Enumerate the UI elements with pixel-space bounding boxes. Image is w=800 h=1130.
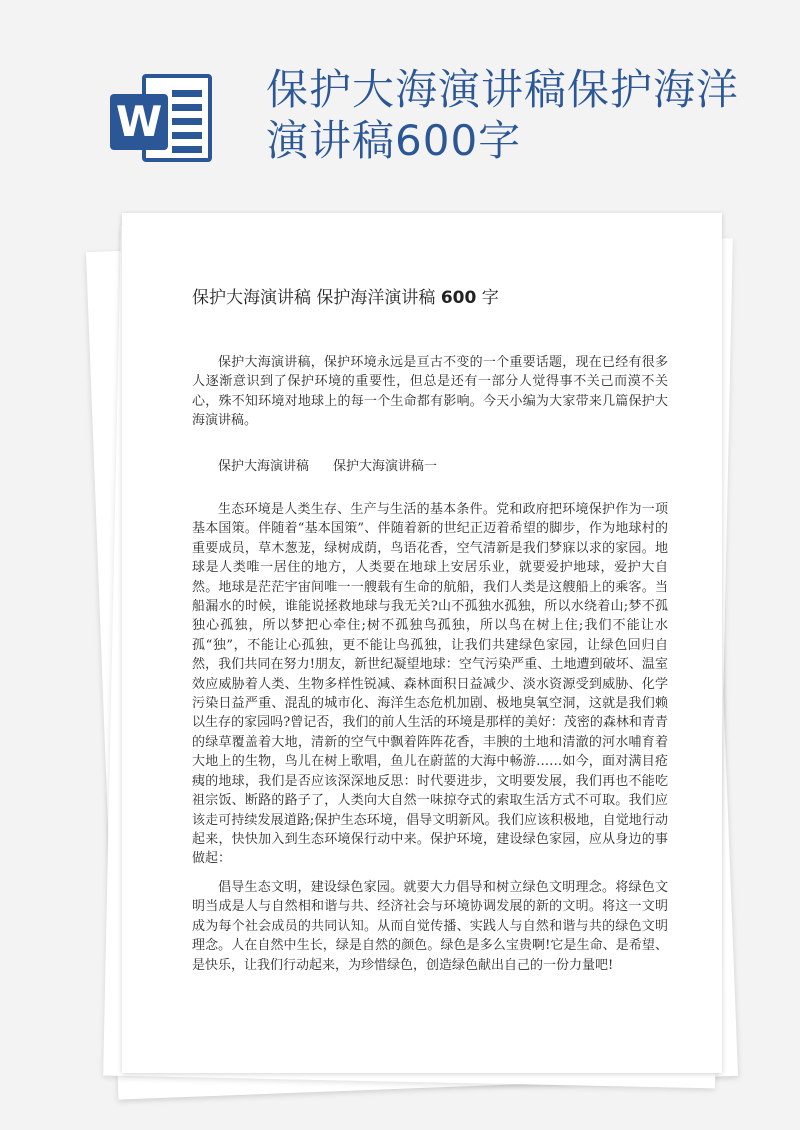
subheading-left: 保护大海演讲稿	[218, 459, 310, 474]
icon-line	[172, 104, 202, 111]
subheading	[218, 455, 437, 474]
icon-line	[172, 146, 202, 153]
document-page	[122, 213, 722, 1073]
body-paragraph-1: 生态环境是人类生存、生产与生活的基本条件。党和政府把环境保护作为一项基本国策。伴随着“基本国策”、伴随着新的世纪正迈着希望的脚步，作为地球村的重要成员，草木葱茏，绿树成荫，鸟语花香，空气清新是我们梦寐以求的家园。地球是人类唯一居住的地方，人类要在地球上安居乐业，就要爱护地球，爱护大自然。地球是茫茫宇宙间唯一一艘载有生命的航船，我们人类是这艘船上的乘客。当船漏水的时候，谁能说拯救地球与我无关?山不孤独水孤独，所以水绕着山;梦不孤独心孤独，所以梦把心牵住;树不孤独鸟孤独，所以鸟在树上住;我们不能让水孤“独”，不能让心孤独，更不能让鸟孤独，让我们共建绿色家园，让绿色回归自然，我们共同在努力!朋友，新世纪凝望地球：空气污染严重、土地遭到破坏、温室效应威胁着人类、生物多样性锐减、森林面积日益减少、淡水资源受到威胁、化学污染日益严重、混乱的城市化、海洋生态危机加剧、极地臭氧空洞，这就是我们赖以生存的家园吗?曾记否，我们的前人生活的环境是那样的美好：茂密的森林和青青的绿草覆盖着大地，清新的空气中飘着阵阵花香，丰腴的土地和清澈的河水哺育着大地上的生物，鸟儿在树上歌唱，鱼儿在蔚蓝的大海中畅游……如今，面对满目疮痍的地球，我们是否应该深深地反思：时代要进步，文明要发展，我们再也不能吃祖宗饭、断路的路子了，人类向大自然一味掠夺式的索取生活方式不可取。我们应该走可持续发展道路;保护生态环境，倡导文明新风。我们应该积极地，自觉地行动起来，快快加入到生态环境保行动中来。保护环境，建设绿色家园，应从身边的事做起：	[192, 502, 668, 867]
icon-line	[172, 132, 202, 139]
word-document-icon	[108, 68, 218, 168]
document-title-number: 600	[440, 288, 477, 308]
page-title: 保护大海演讲稿保护海洋演讲稿600字	[266, 65, 740, 165]
icon-line	[172, 118, 202, 125]
word-badge: W	[110, 94, 168, 150]
icon-line	[172, 90, 202, 97]
document-title-suffix: 字	[476, 288, 499, 308]
intro-paragraph: 保护大海演讲稿，保护环境永远是亘古不变的一个重要话题，现在已经有很多人逐渐意识到了保护环境的重要性，但总是还有一部分人觉得事不关己而漠不关心，殊不知环境对地球上的每一个生命都有影响。今天小编为大家带来几篇保护大海演讲稿。	[192, 355, 668, 429]
body-paragraph-2: 倡导生态文明，建设绿色家园。就要大力倡导和树立绿色文明理念。将绿色文明当成是人与自然相和谐与共、经济社会与环境协调发展的新的文明。将这一文明成为每个社会成员的共同认知。从而自觉传播、实践人与自然和谐与共的绿色文明理念。人在自然中生长，绿是自然的颜色。绿色是多么宝贵啊!它是生命、是希望、是快乐，让我们行动起来，为珍惜绿色，创造绿色献出自己的一份力量吧!	[192, 880, 668, 973]
document-title	[192, 283, 499, 308]
header	[0, 0, 800, 200]
subheading-right: 保护大海演讲稿一	[333, 459, 438, 474]
document-title-text: 保护大海演讲稿 保护海洋演讲稿	[192, 288, 441, 308]
